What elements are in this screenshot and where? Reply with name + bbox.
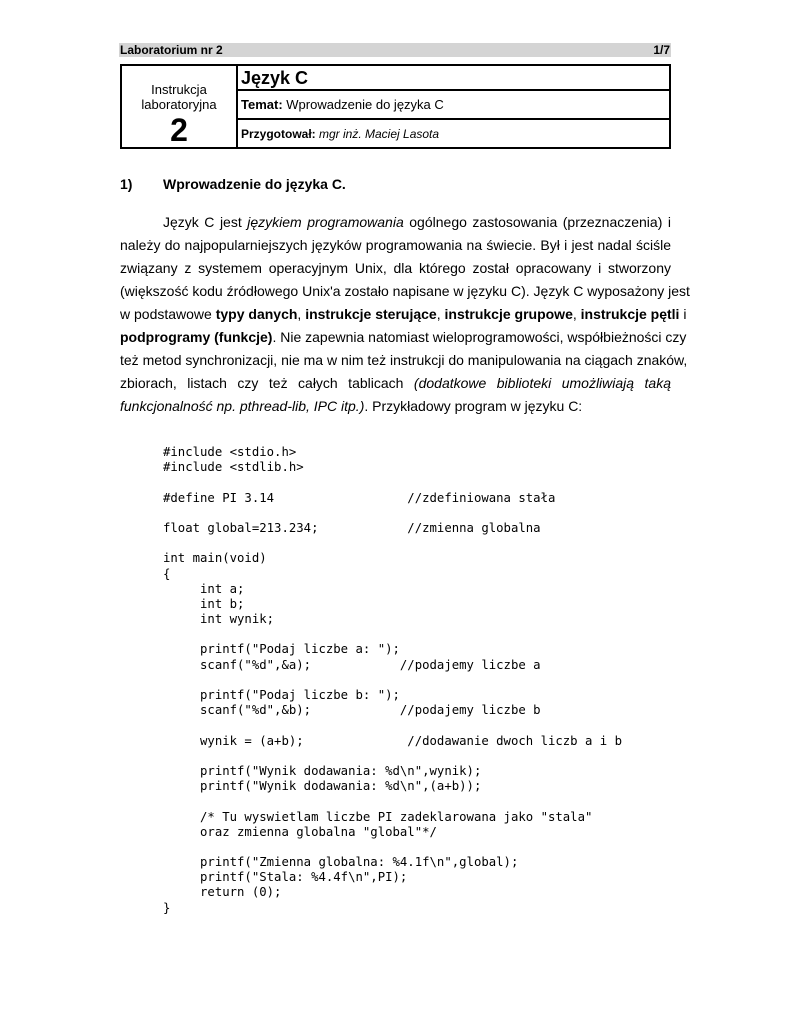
author-row xyxy=(238,120,669,147)
code-line xyxy=(163,627,622,642)
code-line xyxy=(163,536,622,551)
paragraph-line xyxy=(120,303,687,326)
text-run-bold: instrukcje sterujące xyxy=(305,306,437,322)
lab-number: Laboratorium nr 2 xyxy=(120,43,223,57)
paragraph-line xyxy=(120,372,671,395)
paragraph-line: też metod synchronizacji, nie ma w nim też instrukcji do manipulowania na ciągach znaków, xyxy=(120,352,688,368)
paragraph-line xyxy=(120,211,671,234)
instruction-number: 2 xyxy=(170,112,188,148)
code-line: printf("Wynik dodawania: %d\n",(a+b)); xyxy=(163,779,482,794)
code-line: printf("Podaj liczbe a: "); xyxy=(163,642,400,657)
instruction-details xyxy=(238,66,669,147)
code-line: } xyxy=(163,900,171,915)
code-line: return (0); xyxy=(163,885,282,900)
instruction-kind-cell xyxy=(122,66,238,147)
code-line xyxy=(163,475,622,490)
code-line xyxy=(163,794,622,809)
topic-value: Wprowadzenie do języka C xyxy=(282,97,444,112)
code-line: oraz zmienna globalna "global"*/ xyxy=(163,824,437,839)
instruction-info-table xyxy=(120,64,671,149)
text-run: , xyxy=(297,306,306,322)
code-line: printf("Wynik dodawania: %d\n",wynik); xyxy=(163,763,482,778)
code-line: int b; xyxy=(163,596,245,611)
page-number: 1/7 xyxy=(653,43,670,57)
topic-label: Temat: xyxy=(241,97,283,112)
code-line: int a; xyxy=(163,581,245,596)
instruction-kind-line2: laboratoryjna xyxy=(141,97,217,112)
text-run-italic: językiem programowania xyxy=(247,214,404,230)
code-line: scanf("%d",&a); //podajemy liczbe a xyxy=(163,657,541,672)
document-title: Język C xyxy=(238,66,669,91)
text-run: , xyxy=(572,306,581,322)
code-line: #include <stdlib.h> xyxy=(163,460,304,475)
instruction-kind-line1: Instrukcja xyxy=(151,82,207,97)
intro-paragraph xyxy=(120,211,690,418)
text-run: Język C jest xyxy=(163,214,248,230)
paragraph-line xyxy=(120,326,687,349)
code-line: int main(void) xyxy=(163,551,267,566)
paragraph-line: należy do najpopularniejszych języków programowania na świecie. Był i jest nadal ściśle xyxy=(120,237,671,253)
code-line xyxy=(163,840,622,855)
code-line: #define PI 3.14 //zdefiniowana stała xyxy=(163,490,556,505)
code-line: printf("Stala: %4.4f\n",PI); xyxy=(163,870,408,885)
author-label: Przygotował: xyxy=(241,127,316,141)
code-line: wynik = (a+b); //dodawanie dwoch liczb a i b xyxy=(163,733,623,748)
text-run-italic: funkcjonalność np. pthread-lib, IPC itp.) xyxy=(120,398,365,414)
author-value: mgr inż. Maciej Lasota xyxy=(315,127,440,141)
code-line xyxy=(163,673,622,688)
code-line: #include <stdio.h> xyxy=(163,445,297,459)
section-number: 1) xyxy=(120,176,133,192)
code-line: /* Tu wyswietlam liczbe PI zadeklarowana jako "stala" xyxy=(163,809,593,824)
text-run-bold: typy danych xyxy=(215,306,298,322)
code-line xyxy=(163,718,622,733)
code-line: int wynik; xyxy=(163,612,275,627)
text-run: . Przykładowy program w języku C: xyxy=(364,398,583,414)
text-run: . Nie zapewnia natomiast wieloprogramowości, współbieżności czy xyxy=(272,329,687,345)
text-run: i xyxy=(679,306,687,322)
code-line: { xyxy=(163,566,171,581)
text-run-bold: instrukcje grupowe xyxy=(444,306,573,322)
text-run-bold: instrukcje pętli xyxy=(580,306,680,322)
section-title: Wprowadzenie do języka C. xyxy=(163,176,346,192)
code-line: printf("Podaj liczbe b: "); xyxy=(163,688,400,702)
text-run: , xyxy=(436,306,445,322)
paragraph-line: związany z systemem operacyjnym Unix, dla którego został opracowany i stworzony xyxy=(120,260,671,276)
text-run: w podstawowe xyxy=(120,306,216,322)
code-line xyxy=(163,749,622,764)
code-line: scanf("%d",&b); //podajemy liczbe b xyxy=(163,703,541,718)
text-run-italic: (dodatkowe biblioteki umożliwiają taką xyxy=(413,375,671,391)
code-line: float global=213.234; //zmienna globalna xyxy=(163,520,541,535)
paragraph-line xyxy=(120,395,671,418)
page-header xyxy=(119,43,671,57)
text-run: ogólnego zastosowania (przeznaczenia) i xyxy=(403,214,671,230)
text-run-bold: podprogramy (funkcje) xyxy=(120,329,273,345)
code-line xyxy=(163,506,622,521)
code-listing xyxy=(163,445,622,916)
text-run: zbiorach, listach czy też całych tablicach xyxy=(120,375,414,391)
paragraph-line: (większość kodu źródłowego Unix'a zostało napisane w języku C). Język C wyposażony jest xyxy=(120,283,690,299)
code-line: printf("Zmienna globalna: %4.1f\n",global); xyxy=(163,855,519,870)
topic-row xyxy=(238,91,669,120)
